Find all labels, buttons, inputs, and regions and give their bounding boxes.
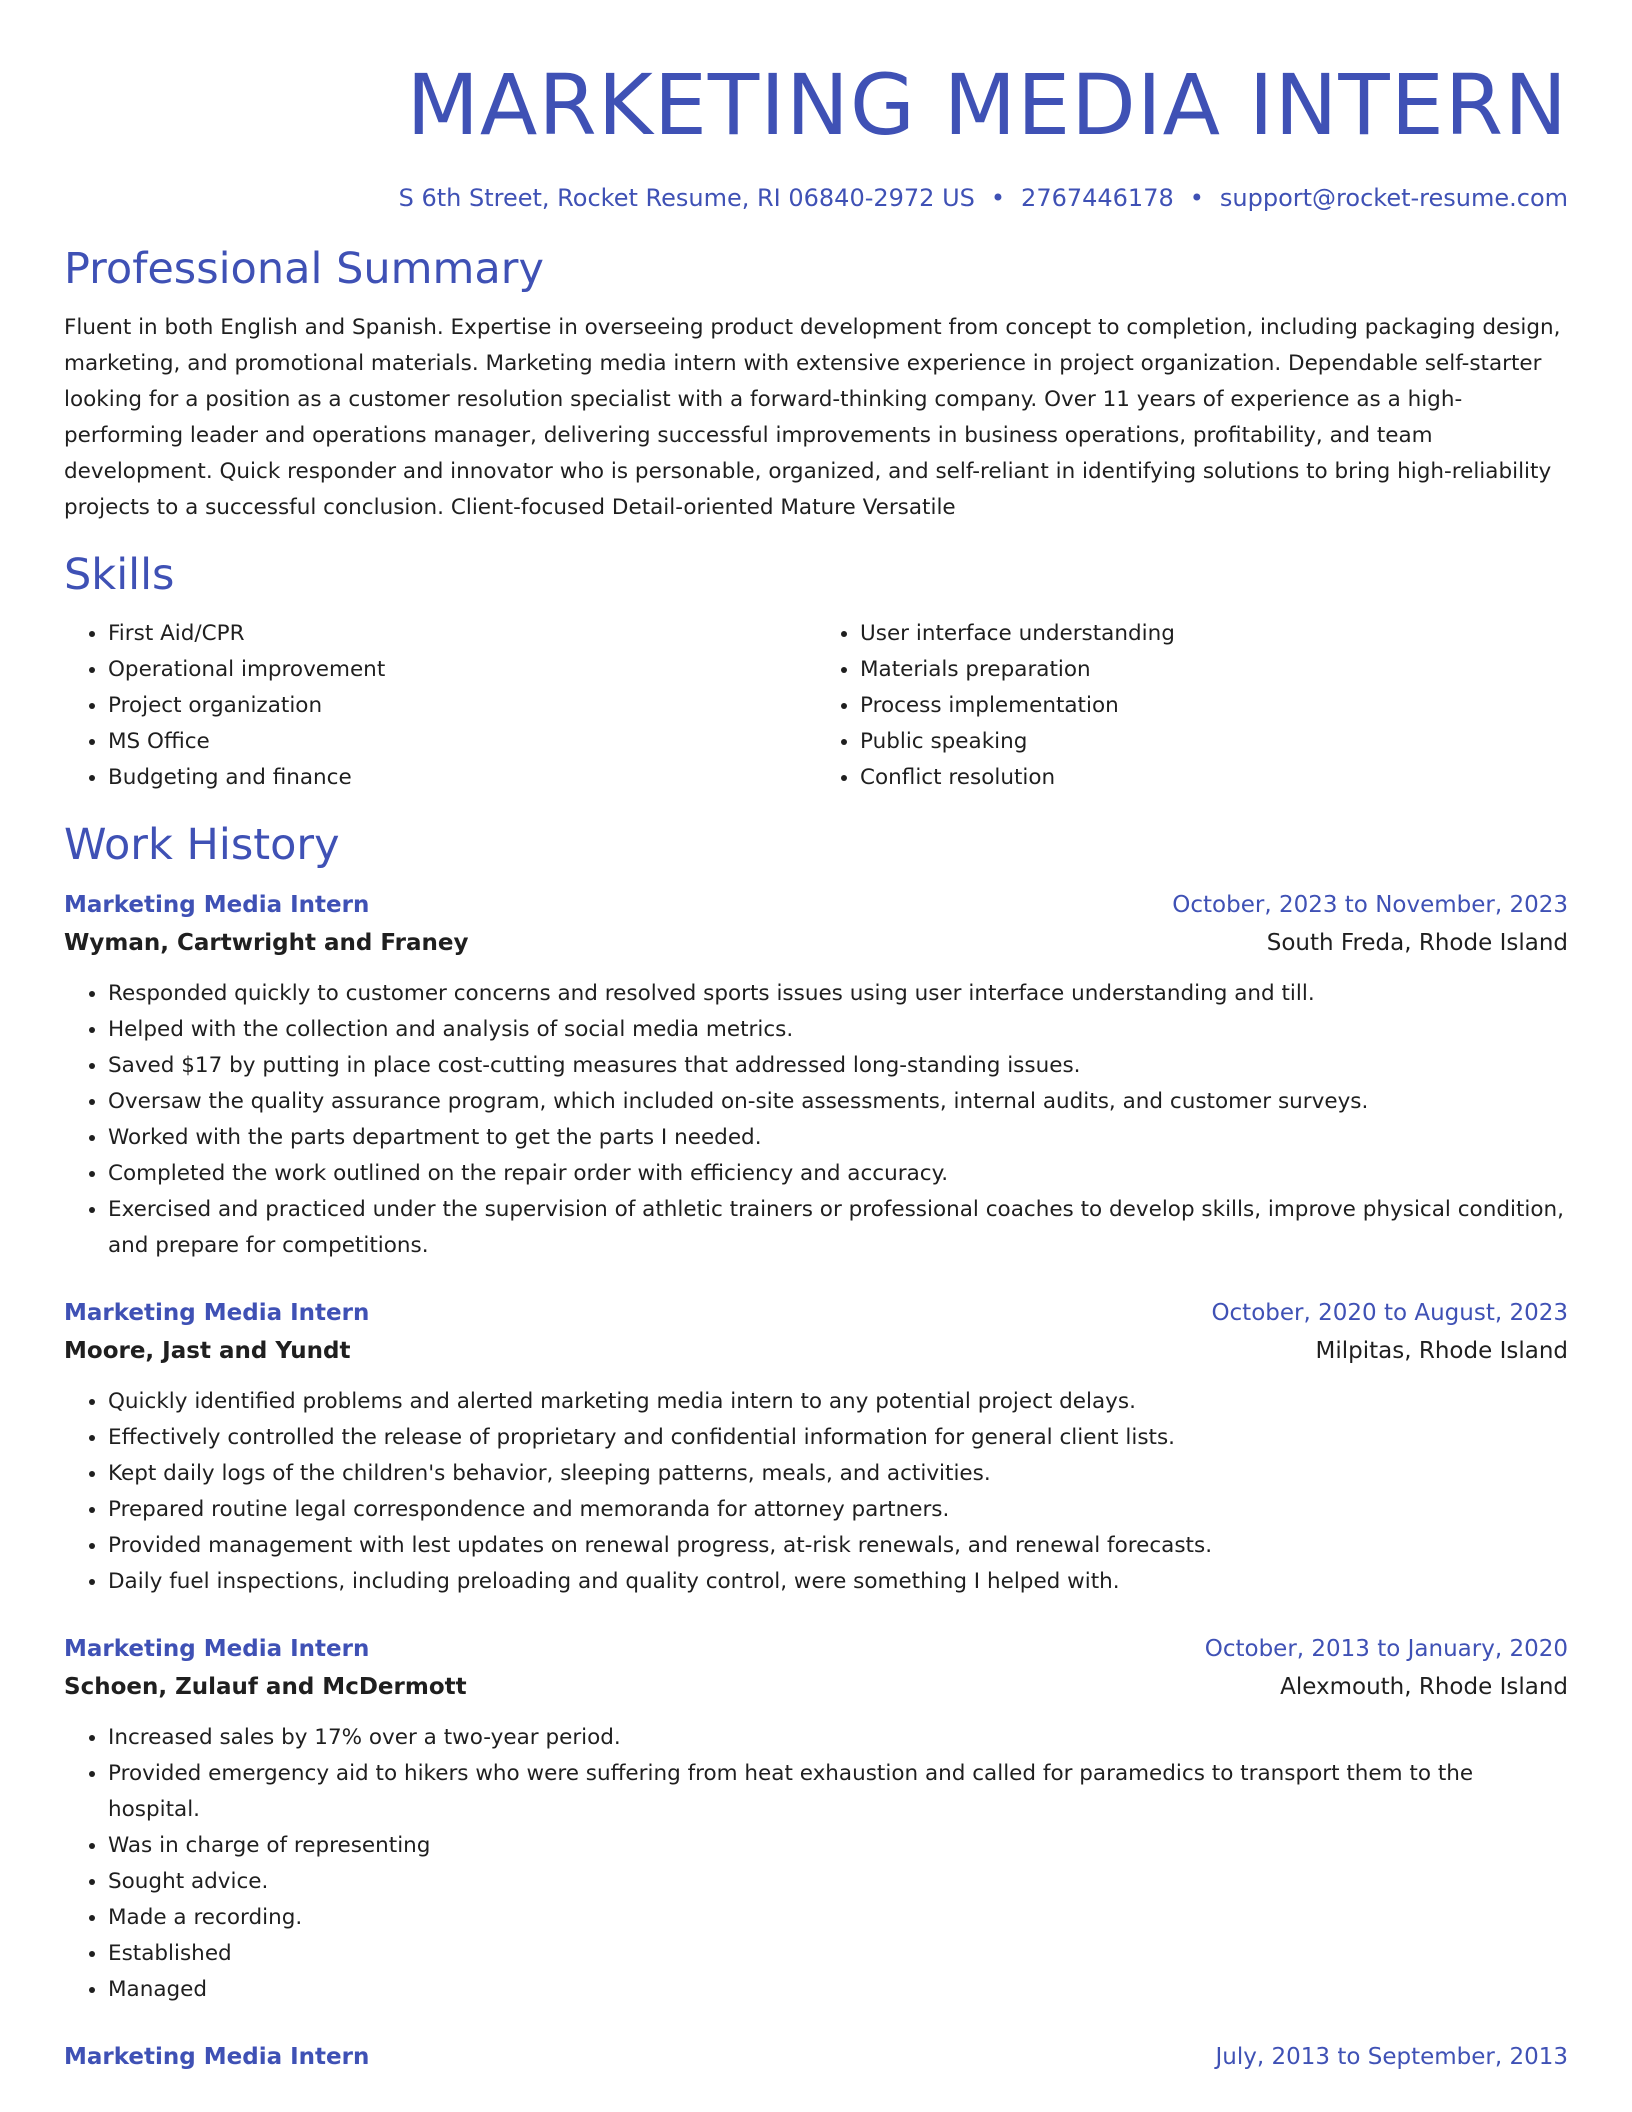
job-dates: October, 2023 to November, 2023 (1172, 892, 1568, 918)
skill-item: • Process implementation (860, 688, 1568, 724)
skill-item: • Project organization (108, 688, 816, 724)
job-bullet: • Provided emergency aid to hikers who were suffering from heat exhaustion and called for paramedics to transport them to the hospital. (108, 1756, 1568, 1828)
job-dates: July, 2013 to September, 2013 (1215, 2044, 1568, 2070)
job-entry (64, 1294, 1568, 1600)
job-location: South Freda, Rhode Island (1266, 930, 1568, 956)
skill-item: • Budgeting and finance (108, 760, 816, 796)
job-bullet: • Helped with the collection and analysis of social media metrics. (108, 1012, 1568, 1048)
summary-text: Fluent in both English and Spanish. Expertise in overseeing product development from concept to completion, including packaging design, marketing, and promotional materials. Marketing media intern with extensive experience in project organization. Dependable self-starter looking for a position as a customer resolution specialist with a forward-thinking company. Over 11 years of experience as a high-performing leader and operations manager, delivering successful improvements in business operations, profitability, and team development. Quick responder and innovator who is personable, organized, and self-reliant in identifying solutions to bring high-reliability projects to a successful conclusion. Client-focused Detail-oriented Mature Versatile (64, 315, 1561, 520)
job-subheader (64, 1668, 1568, 1706)
job-bullet: • Sought advice. (108, 1864, 1568, 1900)
summary-heading: Professional Summary (64, 244, 544, 294)
job-header (64, 1630, 1568, 1668)
skill-item: • MS Office (108, 724, 816, 760)
job-bullets (64, 1384, 1568, 1600)
job-company: Schoen, Zulauf and McDermott (64, 1674, 467, 1700)
contact-phone: 2767446178 (1021, 184, 1174, 212)
skill-item: • User interface understanding (860, 616, 1568, 652)
skills-list-left (64, 616, 816, 796)
skills-list-right (816, 616, 1568, 796)
job-bullet: • Exercised and practiced under the supervision of athletic trainers or professional coaches to develop skills, improve physical condition, and prepare for competitions. (108, 1192, 1568, 1264)
job-company: Wyman, Cartwright and Franey (64, 930, 469, 956)
contact-email[interactable]: support@rocket-resume.com (1219, 184, 1568, 212)
skill-item: • Public speaking (860, 724, 1568, 760)
job-dates: October, 2020 to August, 2023 (1211, 1300, 1568, 1326)
job-bullets (64, 1720, 1568, 2008)
job-bullet: • Worked with the parts department to get the parts I needed. (108, 1120, 1568, 1156)
contact-separator: • (1189, 184, 1204, 212)
job-subheader (64, 924, 1568, 962)
job-bullet: • Managed (108, 1972, 1568, 2008)
job-company: Moore, Jast and Yundt (64, 1338, 351, 1364)
work-history-heading: Work History (64, 820, 340, 870)
job-bullet: • Increased sales by 17% over a two-year period. (108, 1720, 1568, 1756)
job-bullets (64, 976, 1568, 1264)
job-bullet: • Saved $17 by putting in place cost-cutting measures that addressed long-standing issues. (108, 1048, 1568, 1084)
job-bullet: • Provided management with lest updates on renewal progress, at-risk renewals, and renewal forecasts. (108, 1528, 1568, 1564)
job-entry (64, 886, 1568, 1264)
skill-item: • Operational improvement (108, 652, 816, 688)
job-bullet: • Made a recording. (108, 1900, 1568, 1936)
job-bullet: • Kept daily logs of the children's behavior, sleeping patterns, meals, and activities. (108, 1456, 1568, 1492)
job-header (64, 1294, 1568, 1332)
skills-columns (64, 616, 1568, 796)
skill-item: • Materials preparation (860, 652, 1568, 688)
job-bullet: • Completed the work outlined on the repair order with efficiency and accuracy. (108, 1156, 1568, 1192)
job-title: Marketing Media Intern (64, 2044, 370, 2070)
job-title: Marketing Media Intern (64, 892, 370, 918)
job-entry (64, 2038, 1568, 2076)
job-title: Marketing Media Intern (64, 1636, 370, 1662)
job-bullet: • Quickly identified problems and alerted marketing media intern to any potential project delays. (108, 1384, 1568, 1420)
job-location: Alexmouth, Rhode Island (1280, 1674, 1568, 1700)
job-bullet: • Effectively controlled the release of proprietary and confidential information for general client lists. (108, 1420, 1568, 1456)
skills-heading: Skills (64, 550, 175, 600)
job-header (64, 886, 1568, 924)
contact-address: S 6th Street, Rocket Resume, RI 06840-2972 US (398, 184, 975, 212)
job-subheader (64, 1332, 1568, 1370)
skill-item: • First Aid/CPR (108, 616, 816, 652)
job-bullet: • Prepared routine legal correspondence and memoranda for attorney partners. (108, 1492, 1568, 1528)
job-dates: October, 2013 to January, 2020 (1204, 1636, 1568, 1662)
job-bullet: • Established (108, 1936, 1568, 1972)
job-location: Milpitas, Rhode Island (1315, 1338, 1568, 1364)
job-bullet: • Was in charge of representing (108, 1828, 1568, 1864)
job-bullet: • Oversaw the quality assurance program, which included on-site assessments, internal audits, and customer surveys. (108, 1084, 1568, 1120)
job-title: Marketing Media Intern (64, 1300, 370, 1326)
job-header (64, 2038, 1568, 2076)
candidate-name: MARKETING MEDIA INTERN (406, 56, 1568, 154)
contact-line (64, 182, 1568, 214)
job-bullet: • Daily fuel inspections, including preloading and quality control, were something I helped with. (108, 1564, 1568, 1600)
job-entry (64, 1630, 1568, 2008)
job-bullet: • Responded quickly to customer concerns and resolved sports issues using user interface understanding and till. (108, 976, 1568, 1012)
skill-item: • Conflict resolution (860, 760, 1568, 796)
contact-separator: • (990, 184, 1006, 212)
